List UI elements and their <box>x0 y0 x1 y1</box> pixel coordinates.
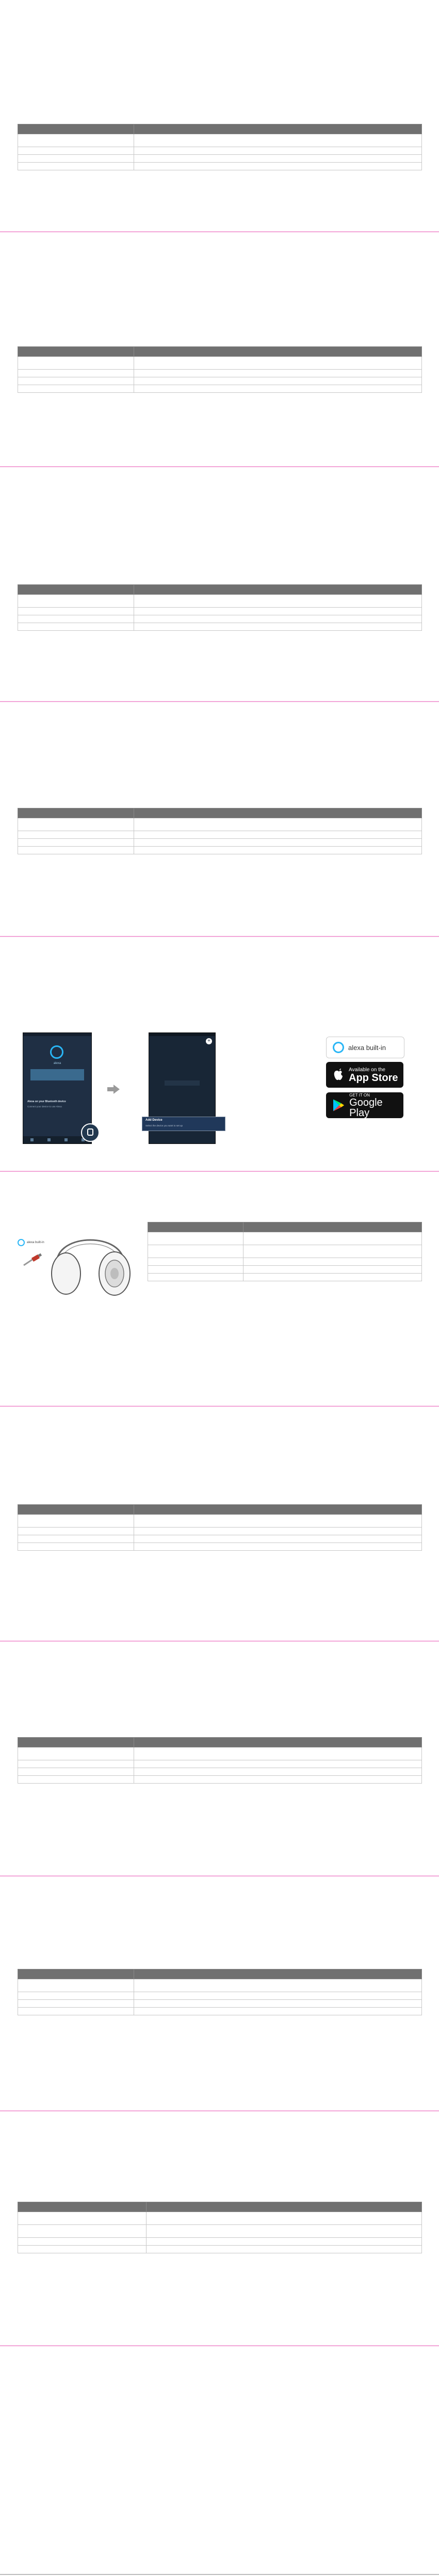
table-cell <box>18 2225 147 2238</box>
page-divider <box>0 1406 439 1407</box>
table-cell <box>18 2212 147 2225</box>
page-divider <box>0 936 439 937</box>
table-cell <box>18 163 134 170</box>
sheet-subtitle: Select the device you want to set up <box>145 1124 183 1127</box>
table-cell <box>18 1760 134 1768</box>
setup-card <box>30 1069 84 1080</box>
manual-page-2 <box>0 235 439 467</box>
alexa-ring-icon <box>18 1239 25 1246</box>
table-cell <box>18 1768 134 1776</box>
googleplay-big-text: Google Play <box>349 1096 383 1119</box>
table-cell <box>18 147 134 155</box>
table-cell <box>18 370 134 377</box>
app-title: alexa <box>53 1062 61 1065</box>
status-bar <box>149 1033 215 1036</box>
table-cell <box>18 2000 134 2008</box>
usb-cable-icon <box>23 1252 43 1267</box>
page-divider <box>0 466 439 467</box>
table-cell <box>148 1258 243 1266</box>
table-cell <box>18 1535 134 1543</box>
arrow-right-icon <box>107 1085 120 1094</box>
alexa-ring-icon <box>50 1045 63 1059</box>
spec-table <box>18 346 422 393</box>
alexa-built-in-badge <box>326 1037 404 1058</box>
table-cell <box>18 385 134 393</box>
sheet-title: Add Device <box>145 1119 162 1122</box>
table-cell <box>18 847 134 854</box>
manual-page-1 <box>0 0 439 232</box>
table-cell <box>148 1274 243 1281</box>
apple-icon <box>333 1069 344 1081</box>
play-icon[interactable] <box>64 1138 68 1141</box>
page-divider <box>0 1875 439 1877</box>
table-cell <box>18 2238 147 2246</box>
spec-table <box>18 2202 422 2253</box>
table-cell <box>18 608 134 615</box>
phone-screen-alexa-app <box>23 1032 92 1144</box>
spec-table <box>148 1222 422 1281</box>
chat-icon[interactable] <box>47 1138 51 1141</box>
home-icon[interactable] <box>30 1138 34 1141</box>
table-cell <box>18 1992 134 2000</box>
table-cell <box>18 2246 147 2253</box>
app-store-badge[interactable] <box>326 1062 403 1088</box>
bottom-border <box>0 2574 439 2575</box>
page-divider <box>0 1171 439 1172</box>
page-divider <box>0 701 439 702</box>
table-cell <box>18 1747 134 1760</box>
table-cell <box>18 155 134 163</box>
table-cell <box>148 1245 243 1258</box>
table-cell <box>18 2008 134 2015</box>
manual-page-8 <box>0 1644 439 1877</box>
table-cell <box>18 839 134 847</box>
table-cell <box>18 377 134 385</box>
page-divider <box>0 231 439 232</box>
table-cell <box>18 1543 134 1551</box>
table-cell <box>148 1232 243 1245</box>
spec-table <box>18 1504 422 1551</box>
device-icon <box>87 1128 93 1136</box>
bottom-nav <box>23 1136 91 1143</box>
googleplay-small-text: GET IT ON <box>349 1092 370 1098</box>
table-cell <box>18 1979 134 1992</box>
manual-page-alexa-setup <box>0 940 439 1172</box>
card-text: Connect your device to use Alexa <box>27 1105 62 1108</box>
table-cell <box>18 1776 134 1784</box>
spec-table <box>18 808 422 854</box>
screen-watermark <box>165 1080 200 1086</box>
table-cell <box>18 134 134 147</box>
table-cell <box>18 357 134 370</box>
manual-page-9 <box>0 1879 439 2111</box>
manual-page-4 <box>0 705 439 937</box>
manual-page-headphones <box>0 1174 439 1407</box>
spec-table <box>18 1737 422 1784</box>
manual-page-10 <box>0 2114 439 2346</box>
card-title: Alexa on your Bluetooth device <box>27 1100 66 1103</box>
add-button[interactable]: + <box>206 1038 212 1044</box>
manual-page-7 <box>0 1409 439 1642</box>
table-cell <box>18 595 134 608</box>
manual-page-11-blank <box>0 2349 439 2574</box>
appstore-big-text: App Store <box>349 1072 398 1084</box>
alexa-badge-text: alexa built-in <box>348 1043 386 1052</box>
table-cell <box>18 623 134 631</box>
alexa-small-logo <box>18 1239 44 1246</box>
google-play-badge[interactable] <box>326 1092 403 1118</box>
alexa-ring-icon <box>333 1042 344 1053</box>
table-cell <box>18 818 134 831</box>
spec-table <box>18 124 422 170</box>
table-cell <box>18 1528 134 1535</box>
manual-page-3 <box>0 470 439 702</box>
appstore-small-text: Available on the <box>349 1067 385 1073</box>
page-divider <box>0 2345 439 2346</box>
headphones-illustration <box>46 1222 134 1299</box>
table-cell <box>18 615 134 623</box>
table-cell <box>148 1266 243 1274</box>
page-divider <box>0 2110 439 2111</box>
spec-table <box>18 584 422 631</box>
status-bar <box>23 1033 91 1036</box>
add-device-sheet[interactable] <box>142 1117 225 1131</box>
google-play-icon <box>333 1099 344 1111</box>
table-cell <box>18 1515 134 1528</box>
spec-table <box>18 1969 422 2015</box>
table-cell <box>18 831 134 839</box>
alexa-small-label: alexa built-in <box>27 1241 44 1244</box>
devices-tab-highlight[interactable] <box>81 1123 100 1142</box>
page-divider <box>0 1641 439 1642</box>
